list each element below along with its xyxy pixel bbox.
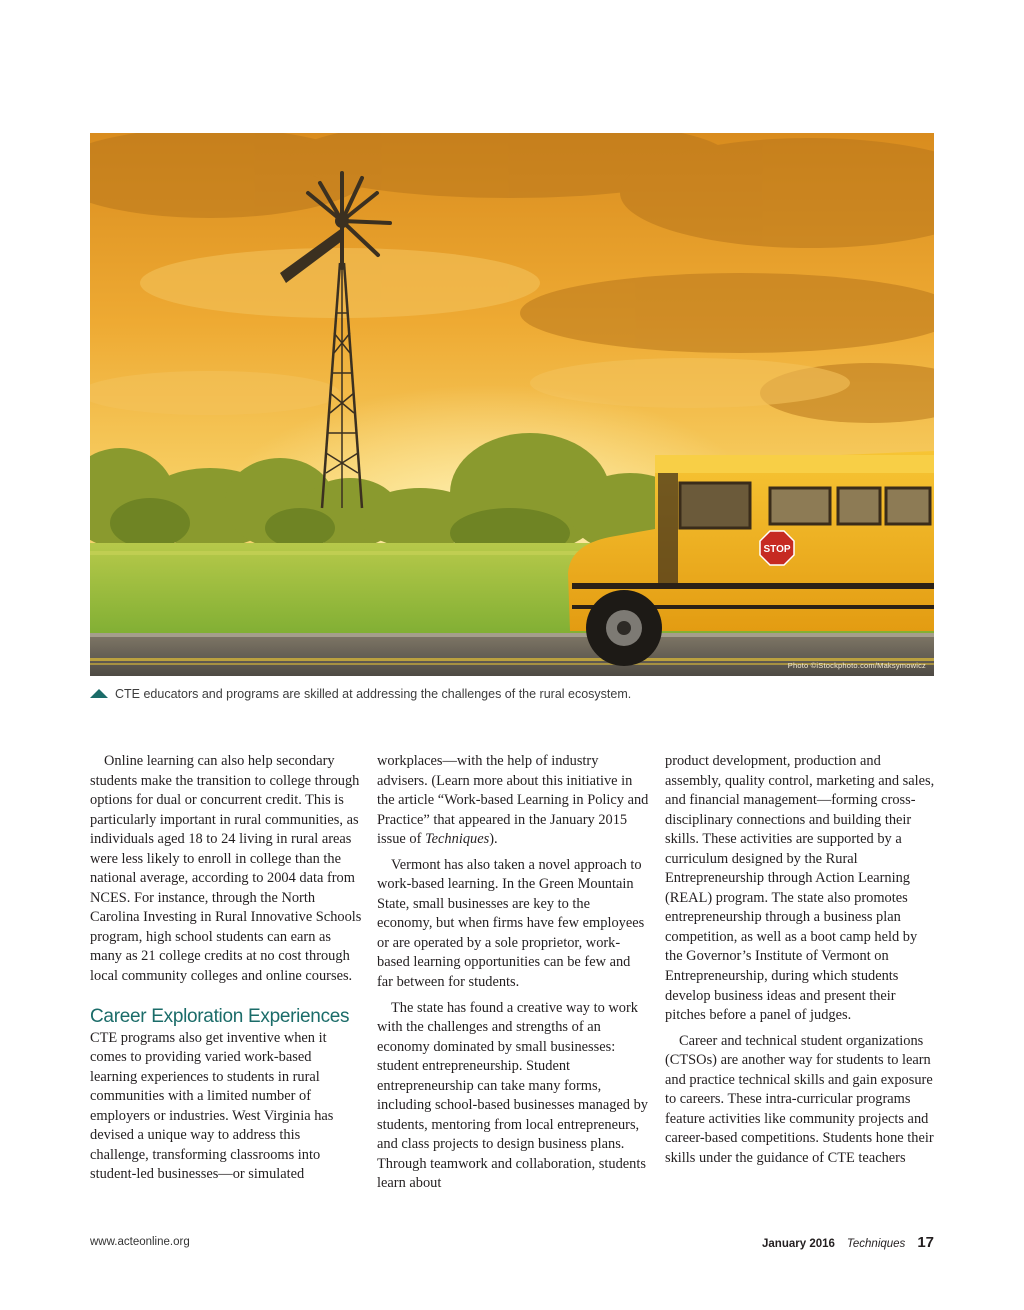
footer-url[interactable]: www.acteonline.org <box>90 1236 190 1248</box>
col3-paragraph-2: Career and technical student organizations (CTSOs) are another way for students to learn and practice technical skills and gain exposure to careers. These intra-curricular programs feature activities like community projects and career-based competitions. Students hone their skills under the guidance of CTE teachers <box>665 1032 934 1166</box>
footer-magazine: Techniques <box>846 1238 906 1250</box>
magazine-title-italic: Techniques <box>424 831 490 848</box>
photo-caption <box>90 687 934 701</box>
rural-scene-illustration <box>90 133 934 676</box>
footer-date: January 2016 <box>762 1238 835 1250</box>
col3-paragraph-1: product development, production and assembly, quality control, marketing and sales, and financial management—forming cross-disciplinary connections and building their skills. These activities are supported by a curriculum designed by the Rural Entrepreneurship through Action Learning (REAL) program. The state also promotes entrepreneurship through a business plan competition, as well as a boot camp held by the Governor’s Institute of Vermont on Entrepreneurship, during which students develop business ideas and present their pitches before a panel of judges. <box>665 753 935 1024</box>
footer-right <box>762 1234 934 1251</box>
photo-credit: Photo ©iStockphoto.com/Maksymowicz <box>787 661 926 670</box>
hero-photo <box>90 133 934 676</box>
column-3 <box>665 752 937 1174</box>
page-footer <box>90 1234 934 1254</box>
col1-paragraph-2: CTE programs also get inventive when it comes to providing varied work-based learning experiences to students in rural communities with a limited number of employers or industries. West Virginia has devised a unique way to address this challenge, transforming classrooms into student-led businesses—or simulated <box>90 1029 334 1183</box>
page-number: 17 <box>917 1234 934 1251</box>
col1-paragraph-1: Online learning can also help secondary students make the transition to college through options for dual or concurrent credit. This is particularly important in rural communities, as individuals aged 18 to 24 living in rural areas were less likely to enroll in college than the national average, according to 2004 data from NCES. For instance, through the North Carolina Investing in Rural Innovative Schools program, high school students can earn as many as 21 college credits at no cost through local community colleges and online courses. <box>90 753 362 985</box>
col2-paragraph-1 <box>377 752 649 850</box>
stop-sign-label: STOP <box>763 544 791 555</box>
col2-paragraph-2: Vermont has also taken a novel approach to work-based learning. In the Green Mountain State, small businesses are key to the economy, but when firms have few employees or are operated by a sole proprietor, work-based learning opportunities can be few and far between for students. <box>377 856 645 991</box>
caption-text: CTE educators and programs are skilled at addressing the challenges of the rural ecosystem. <box>115 687 632 701</box>
col2-paragraph-3: The state has found a creative way to work with the challenges and strengths of an economy dominated by small businesses: student entrepreneurship. Student entrepreneurship can take many forms, including school-based businesses managed by students, mentoring from local entrepreneurs, and class projects to design business plans. Through teamwork and collaboration, students learn about <box>377 999 648 1192</box>
column-2 <box>377 752 649 1200</box>
column-1 <box>90 752 362 1191</box>
col2-p1-text: workplaces—with the help of industry advisers. (Learn more about this initiative in the article “Work-based Learning in Policy and Practice” that appeared in the January 2015 issue of <box>377 753 649 848</box>
section-heading: Career Exploration Experiences <box>90 1005 350 1027</box>
col2-p1-end: ). <box>489 831 498 848</box>
caption-triangle-icon <box>90 689 108 698</box>
